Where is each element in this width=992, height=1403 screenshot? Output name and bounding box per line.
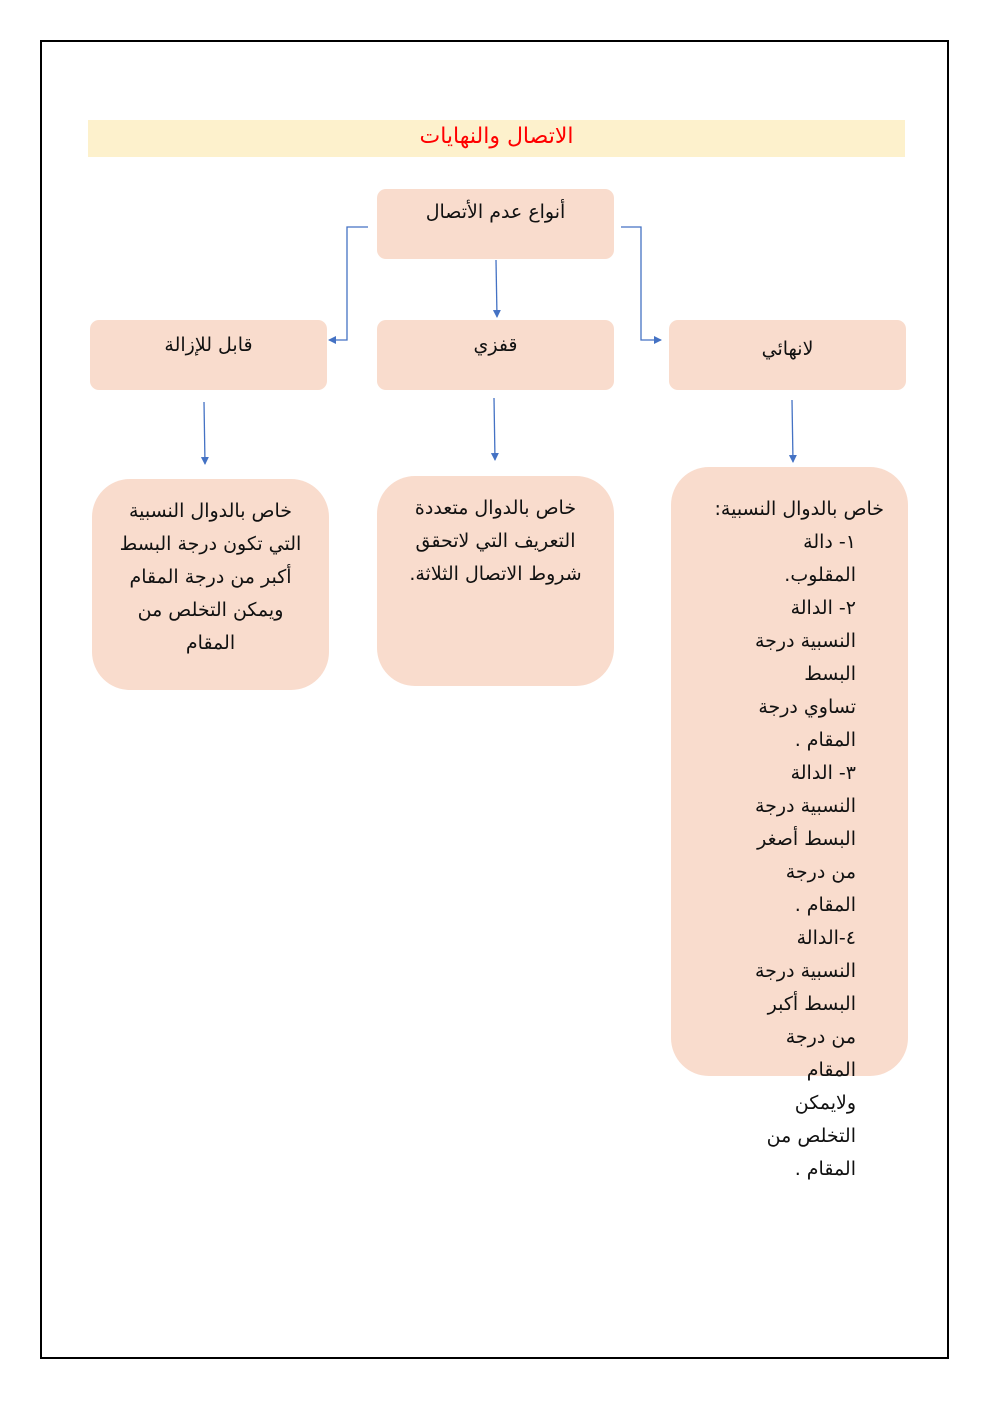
desc-infinite-title: خاص بالدوال النسبية: xyxy=(714,498,884,520)
type-node-removable xyxy=(90,320,327,390)
type-label-removable: قابل للإزالة xyxy=(164,334,253,356)
title-bar xyxy=(88,120,905,157)
desc-infinite-item: ١- دالة المقلوب. xyxy=(784,531,856,586)
desc-infinite-item: ٢- الدالة النسبية درجة البسط تساوي درجة المقام . xyxy=(754,597,856,751)
desc-jump: خاص بالدوال متعددة التعريف التي لاتحقق شروط الاتصال الثلاثة. xyxy=(377,476,614,686)
type-node-jump xyxy=(377,320,614,390)
desc-infinite xyxy=(671,467,908,1180)
type-node-infinite xyxy=(669,320,906,390)
root-label: أنواع عدم الأتصال xyxy=(425,201,566,223)
type-label-infinite: لانهائي xyxy=(761,338,814,360)
desc-infinite-item: ٤-الدالة النسبية درجة البسط أكبر من درجة المقام ولايمكن التخلص من المقام . xyxy=(754,927,856,1180)
type-label-jump: قفزي xyxy=(473,334,518,356)
root-node xyxy=(377,189,614,259)
page-title: الاتصال والنهايات xyxy=(419,124,574,149)
desc-infinite-item: ٣- الدالة النسبية درجة البسط أصغر من درجة المقام . xyxy=(754,762,856,916)
desc-removable: خاص بالدوال النسبية التي تكون درجة البسط أكبر من درجة المقام ويمكن التخلص من المقام xyxy=(92,479,329,690)
